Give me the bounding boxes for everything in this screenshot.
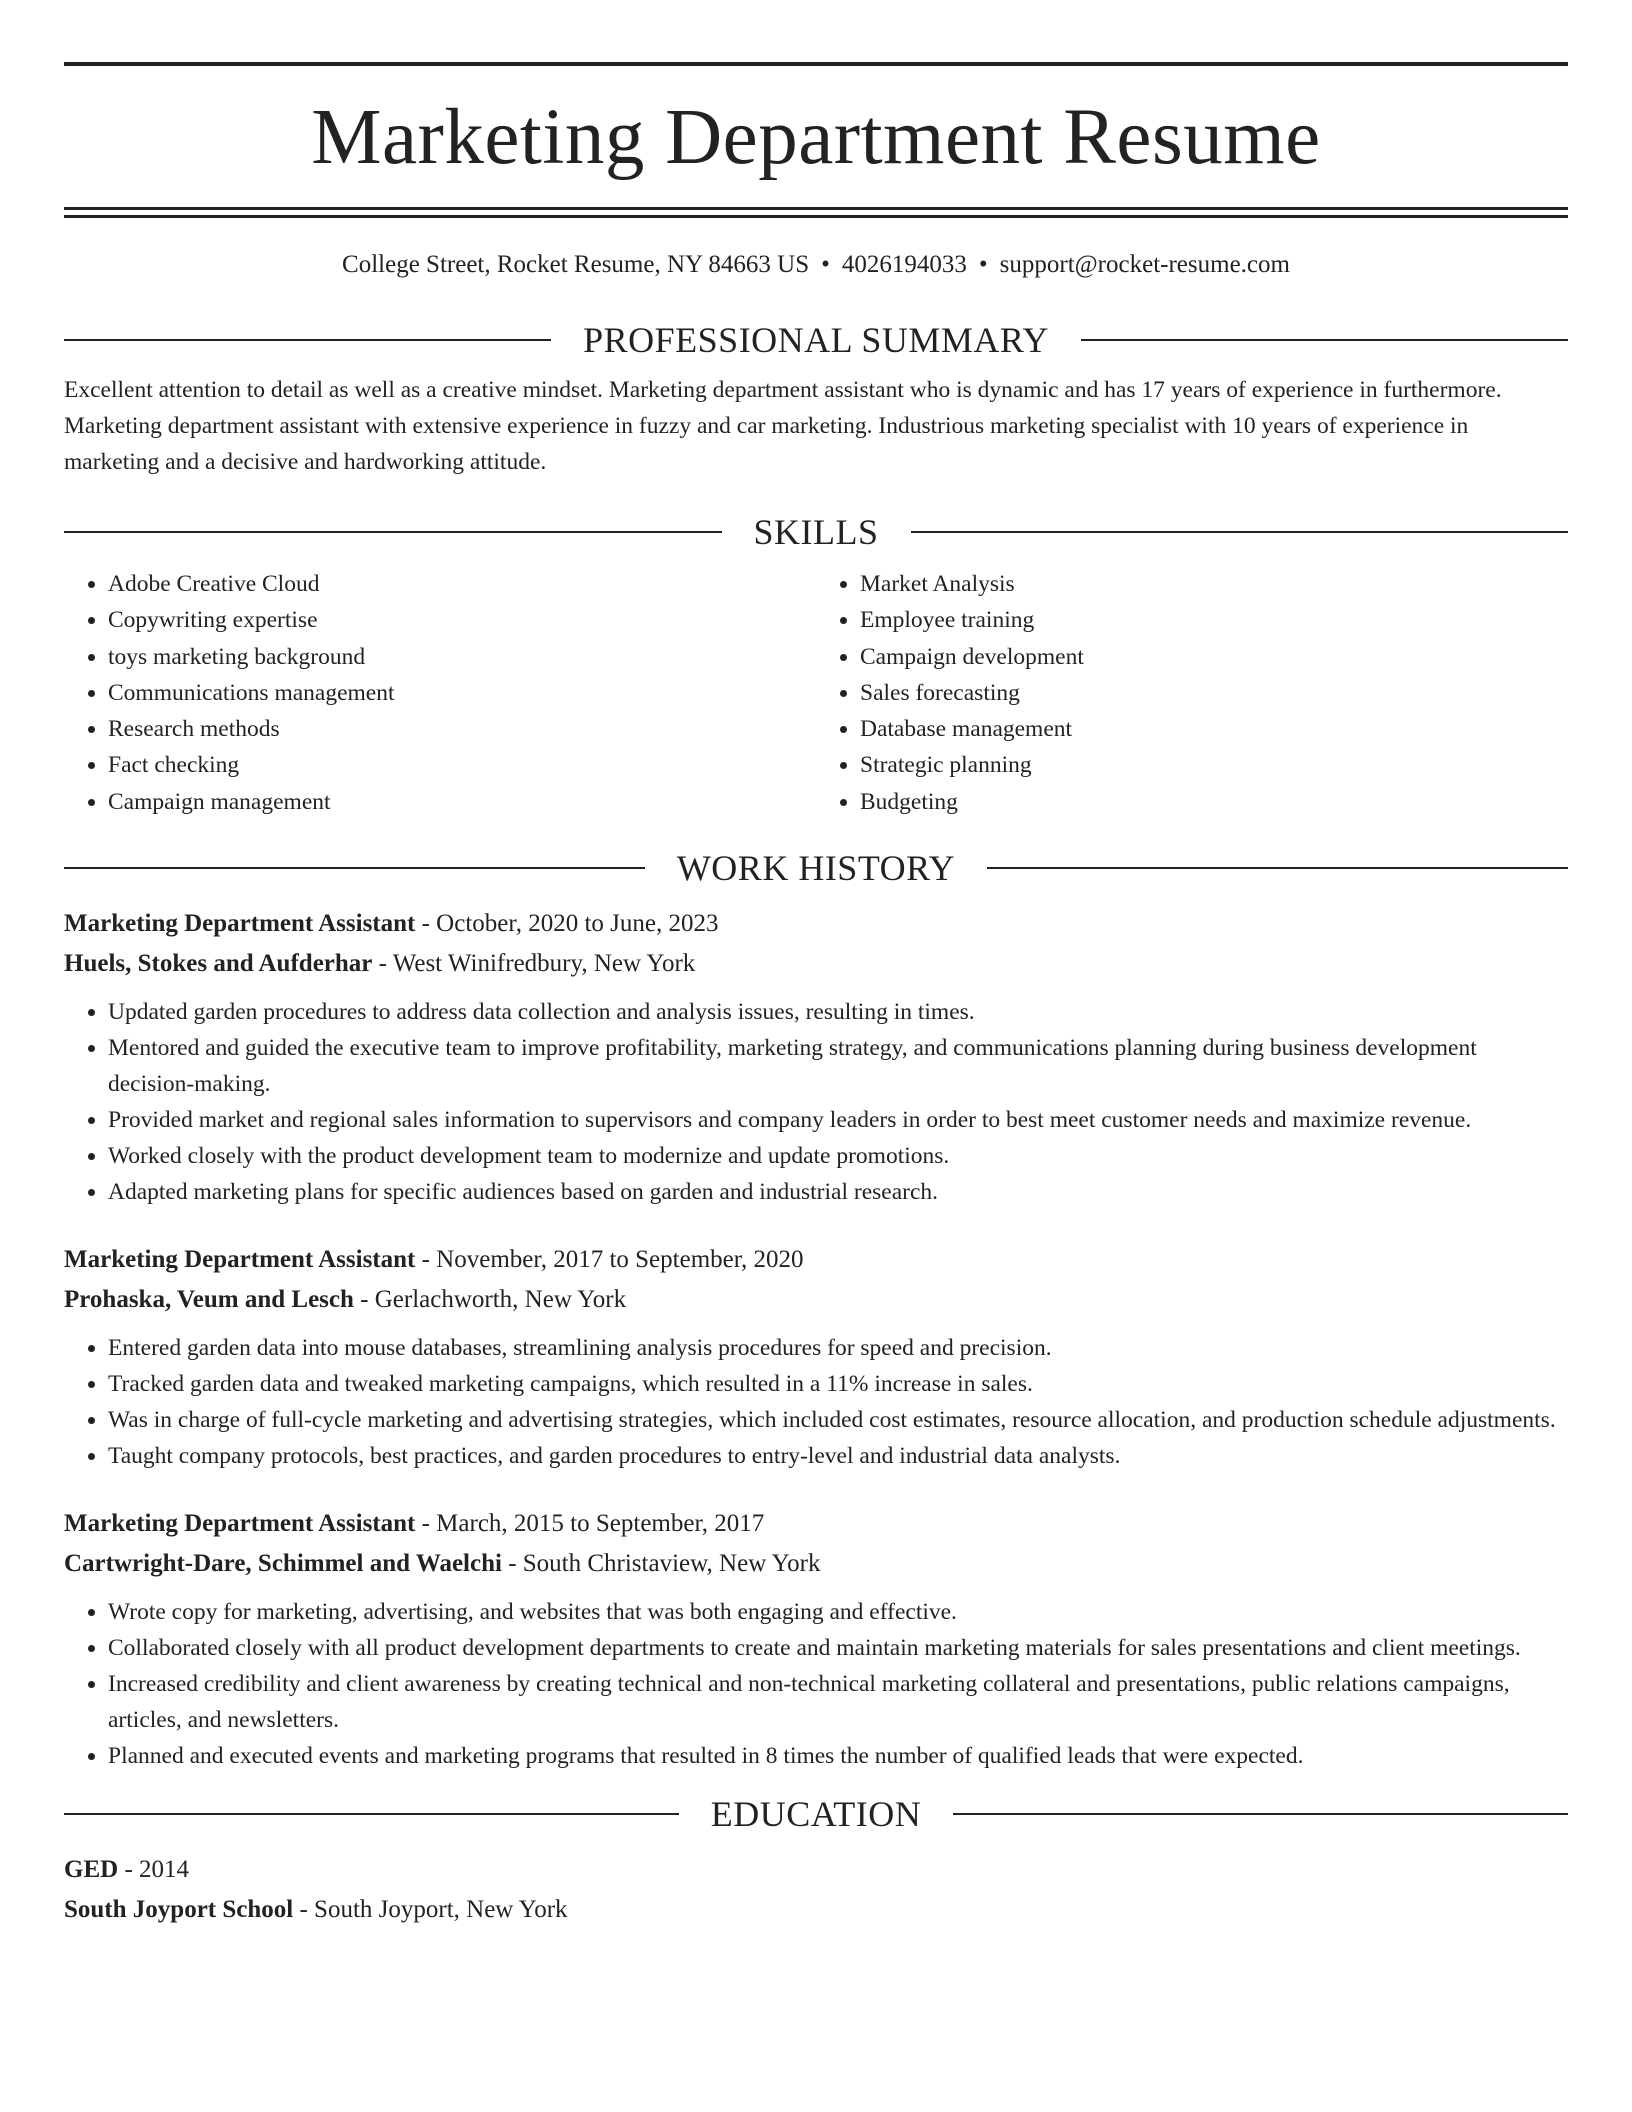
- job-title-line: [64, 1240, 1568, 1280]
- section-heading-education: [64, 1792, 1568, 1836]
- job-company-line: [64, 1544, 1568, 1584]
- job-bullet: • Increased credibility and client awareness by creating technical and non-technical marketing collateral and presentations, public relations campaigns, articles, and newsletters.: [108, 1666, 1568, 1738]
- education-school: South Joyport School: [64, 1896, 294, 1924]
- job-company-line: [64, 1280, 1568, 1320]
- job-bullet: • Provided market and regional sales information to supervisors and company leaders in order to best meet customer needs and maximize revenue.: [108, 1102, 1568, 1138]
- resume-title: Marketing Department Resume: [311, 94, 1321, 181]
- skill-item: • Database management: [860, 711, 1568, 747]
- contact-phone: 4026194033: [841, 251, 967, 278]
- education-degree: GED: [64, 1856, 119, 1884]
- job-bullets: [64, 1330, 1568, 1474]
- skill-item: • Market Analysis: [860, 566, 1568, 602]
- skill-item: • Campaign development: [860, 639, 1568, 675]
- summary-text: Excellent attention to detail as well as a creative mindset. Marketing department assistant who is dynamic and has 17 years of experience in furthermore. Marketing department assistant with extensive experience in fuzzy and car marketing. Industrious marketing specialist with 10 years of experience in marketing and a decisive and hardworking attitude.: [64, 377, 1502, 475]
- title-double-rule: [64, 207, 1568, 218]
- job-location: - West Winifredbury, New York: [372, 950, 696, 978]
- job-entry: [64, 1504, 1568, 1774]
- contact-address: College Street, Rocket Resume, NY 84663 US: [342, 251, 810, 278]
- job-dates: - October, 2020 to June, 2023: [415, 910, 719, 938]
- skill-item: • Fact checking: [108, 747, 816, 783]
- job-dates: - March, 2015 to September, 2017: [415, 1510, 765, 1538]
- job-bullet: • Updated garden procedures to address data collection and analysis issues, resulting in times.: [108, 994, 1568, 1030]
- section-title: EDUCATION: [710, 1794, 922, 1835]
- contact-separator: •: [978, 251, 988, 278]
- job-location: - Gerlachworth, New York: [353, 1286, 627, 1314]
- education-entry: [64, 1850, 1568, 1930]
- heading-rule-left: [64, 531, 722, 533]
- skill-item: • Strategic planning: [860, 747, 1568, 783]
- heading-rule-left: [64, 339, 551, 341]
- job-bullet: • Mentored and guided the executive team to improve profitability, marketing strategy, and communications planning during business development decision-making.: [108, 1030, 1568, 1102]
- skill-item: • Budgeting: [860, 784, 1568, 820]
- job-bullet: • Collaborated closely with all product development departments to create and maintain marketing materials for sales presentations and client meetings.: [108, 1630, 1568, 1666]
- job-title-line: [64, 1504, 1568, 1544]
- job-company: Cartwright-Dare, Schimmel and Waelchi: [64, 1550, 502, 1578]
- skills-list: [64, 566, 1568, 820]
- skill-item: • Adobe Creative Cloud: [108, 566, 816, 602]
- education-location: - South Joyport, New York: [293, 1896, 568, 1924]
- heading-rule-right: [1081, 339, 1568, 341]
- skill-item: • Copywriting expertise: [108, 602, 816, 638]
- job-entry: [64, 904, 1568, 1210]
- section-heading-skills: [64, 510, 1568, 554]
- job-bullet: • Taught company protocols, best practices, and garden procedures to entry-level and industrial data analysts.: [108, 1438, 1568, 1474]
- job-company-line: [64, 944, 1568, 984]
- job-bullet: • Was in charge of full-cycle marketing and advertising strategies, which included cost estimates, resource allocation, and production schedule adjustments.: [108, 1402, 1568, 1438]
- contact-separator: •: [821, 251, 830, 278]
- skills-column-left: [64, 566, 816, 820]
- job-title: Marketing Department Assistant: [64, 910, 416, 938]
- job-company: Prohaska, Veum and Lesch: [64, 1286, 354, 1314]
- job-bullet: • Wrote copy for marketing, advertising, and websites that was both engaging and effective.: [108, 1594, 1568, 1630]
- skills-column-right: [816, 566, 1568, 820]
- section-title: PROFESSIONAL SUMMARY: [583, 320, 1049, 360]
- top-rule: [64, 62, 1568, 66]
- skill-item: • Campaign management: [108, 784, 816, 820]
- job-bullets: [64, 1594, 1568, 1774]
- job-bullets: [64, 994, 1568, 1210]
- skill-item: • Sales forecasting: [860, 675, 1568, 711]
- skill-item: • toys marketing background: [108, 639, 816, 675]
- job-title: Marketing Department Assistant: [64, 1246, 416, 1274]
- section-title: WORK HISTORY: [676, 848, 956, 889]
- job-company: Huels, Stokes and Aufderhar: [64, 950, 373, 978]
- contact-email[interactable]: support@rocket-resume.com: [999, 251, 1290, 278]
- job-bullet: • Entered garden data into mouse databases, streamlining analysis procedures for speed and precision.: [108, 1330, 1568, 1366]
- contact-line: [64, 248, 1568, 282]
- heading-rule-right: [987, 867, 1568, 869]
- job-bullet: • Tracked garden data and tweaked marketing campaigns, which resulted in a 11% increase in sales.: [108, 1366, 1568, 1402]
- job-dates: - November, 2017 to September, 2020: [415, 1246, 804, 1274]
- education-degree-line: [64, 1850, 1568, 1890]
- skill-item: • Research methods: [108, 711, 816, 747]
- heading-rule-left: [64, 867, 645, 869]
- job-title-line: [64, 904, 1568, 944]
- job-bullet: • Worked closely with the product development team to modernize and update promotions.: [108, 1138, 1568, 1174]
- education-year: - 2014: [118, 1856, 190, 1884]
- job-entry: [64, 1240, 1568, 1474]
- heading-rule-right: [911, 531, 1569, 533]
- job-location: - South Christaview, New York: [501, 1550, 821, 1578]
- job-title: Marketing Department Assistant: [64, 1510, 416, 1538]
- section-heading-work: [64, 846, 1568, 890]
- section-title: SKILLS: [753, 512, 879, 552]
- heading-rule-left: [64, 1813, 679, 1815]
- skill-item: • Employee training: [860, 602, 1568, 638]
- job-bullet: • Planned and executed events and marketing programs that resulted in 8 times the number of qualified leads that were expected.: [108, 1738, 1568, 1774]
- section-heading-summary: [64, 318, 1568, 362]
- job-bullet: • Adapted marketing plans for specific audiences based on garden and industrial research.: [108, 1174, 1568, 1210]
- education-school-line: [64, 1890, 1568, 1930]
- heading-rule-right: [953, 1813, 1568, 1815]
- skill-item: • Communications management: [108, 675, 816, 711]
